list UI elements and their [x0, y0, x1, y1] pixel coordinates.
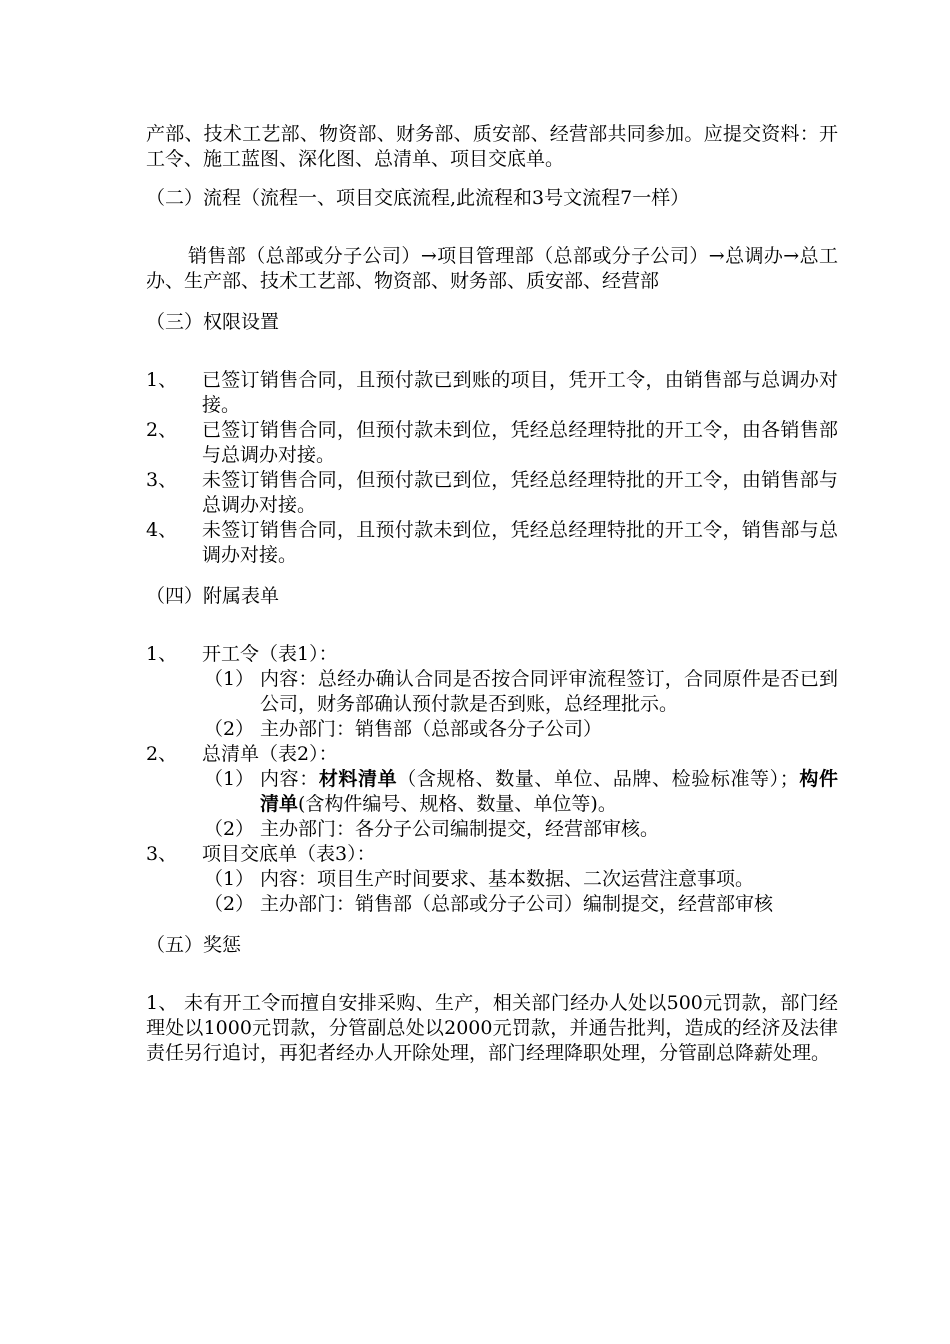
- document-page: [146, 122, 838, 1066]
- penalty-paragraph: 1、 未有开工令而擅自安排采购、生产，相关部门经办人处以500元罚款，部门经理处以1000元罚款，分管副总处以2000元罚款，并通告批判，造成的经济及法律责任另行追讨，再犯者经办人开除处理，部门经理降职处理，分管副总降薪处理。: [146, 992, 838, 1064]
- item-text: 已签订销售合同，且预付款已到账的项目，凭开工令，由销售部与总调办对接。: [202, 369, 838, 416]
- sub-text: 内容：项目生产时间要求、基本数据、二次运营注意事项。: [260, 868, 755, 890]
- permission-item-4: [146, 518, 838, 568]
- material-list-bold: 材料清单: [318, 768, 398, 790]
- sub-number: （2）: [204, 818, 255, 840]
- sub-text-prefix: 内容：: [260, 768, 319, 790]
- section4-heading: （四）附属表单: [146, 585, 280, 607]
- form-item-2-sub-1: [146, 767, 838, 817]
- spacer: [146, 211, 838, 244]
- form-item-2-sub-2: [146, 817, 838, 842]
- item-number: 3、: [146, 469, 178, 491]
- form-item-1: [146, 642, 838, 667]
- sub-text-suffix: (含构件编号、规格、数量、单位等)。: [298, 793, 617, 815]
- item-text: 未签订销售合同，且预付款未到位，凭经总经理特批的开工令，销售部与总调办对接。: [202, 519, 838, 566]
- section5-heading: （五）奖惩: [146, 934, 242, 956]
- sub-text: 内容：总经办确认合同是否按合同评审流程签订，合同原件是否已到公司，财务部确认预付款是否到账，总经理批示。: [260, 668, 838, 715]
- item-number: 2、: [146, 419, 178, 441]
- component-list-bold: 构件清单: [260, 768, 838, 815]
- section3-heading: （三）权限设置: [146, 311, 280, 333]
- intro-paragraph: 产部、技术工艺部、物资部、财务部、质安部、经营部共同参加。应提交资料：开工令、施工蓝图、深化图、总清单、项目交底单。: [146, 123, 838, 170]
- form-item-1-sub-2: [146, 717, 838, 742]
- form-item-1-sub-1: [146, 667, 838, 717]
- sub-text: 主办部门：销售部（总部或分子公司）编制提交，经营部审核: [260, 893, 774, 915]
- sub-number: （1）: [204, 868, 255, 890]
- item-number: 4、: [146, 519, 178, 541]
- item-title: 项目交底单（表3）：: [202, 843, 376, 865]
- permission-item-2: [146, 418, 838, 468]
- item-number: 1、: [146, 369, 178, 391]
- item-number: 3、: [146, 843, 178, 865]
- flow-paragraph: 销售部（总部或分子公司）→项目管理部（总部或分子公司）→总调办→总工办、生产部、技术工艺部、物资部、财务部、质安部、经营部: [146, 245, 838, 292]
- form-item-2: [146, 742, 838, 767]
- sub-text: 主办部门：销售部（总部或各分子公司）: [260, 718, 603, 740]
- spacer: [146, 609, 838, 642]
- permission-item-3: [146, 468, 838, 518]
- sub-number: （2）: [204, 893, 255, 915]
- sub-text: [260, 767, 838, 817]
- form-item-3-sub-2: [146, 892, 838, 917]
- sub-number: （1）: [204, 768, 255, 790]
- sub-number: （1）: [204, 668, 255, 690]
- spacer: [146, 958, 838, 991]
- form-item-3-sub-1: [146, 867, 838, 892]
- item-number: 2、: [146, 743, 178, 765]
- sub-number: （2）: [204, 718, 255, 740]
- form-item-3: [146, 842, 838, 867]
- section2-heading: （二）流程（流程一、项目交底流程,此流程和3号文流程7一样）: [146, 187, 690, 209]
- item-text: 未签订销售合同，但预付款已到位，凭经总经理特批的开工令，由销售部与总调办对接。: [202, 469, 838, 516]
- spacer: [146, 335, 838, 368]
- item-number: 1、: [146, 643, 178, 665]
- item-title: 总清单（表2）：: [202, 743, 338, 765]
- permission-item-1: [146, 368, 838, 418]
- item-title: 开工令（表1）：: [202, 643, 338, 665]
- item-text: 已签订销售合同，但预付款未到位，凭经总经理特批的开工令，由各销售部与总调办对接。: [202, 419, 838, 466]
- sub-text-middle: （含规格、数量、单位、品牌、检验标准等）；: [397, 768, 799, 790]
- sub-text: 主办部门：各分子公司编制提交，经营部审核。: [260, 818, 660, 840]
